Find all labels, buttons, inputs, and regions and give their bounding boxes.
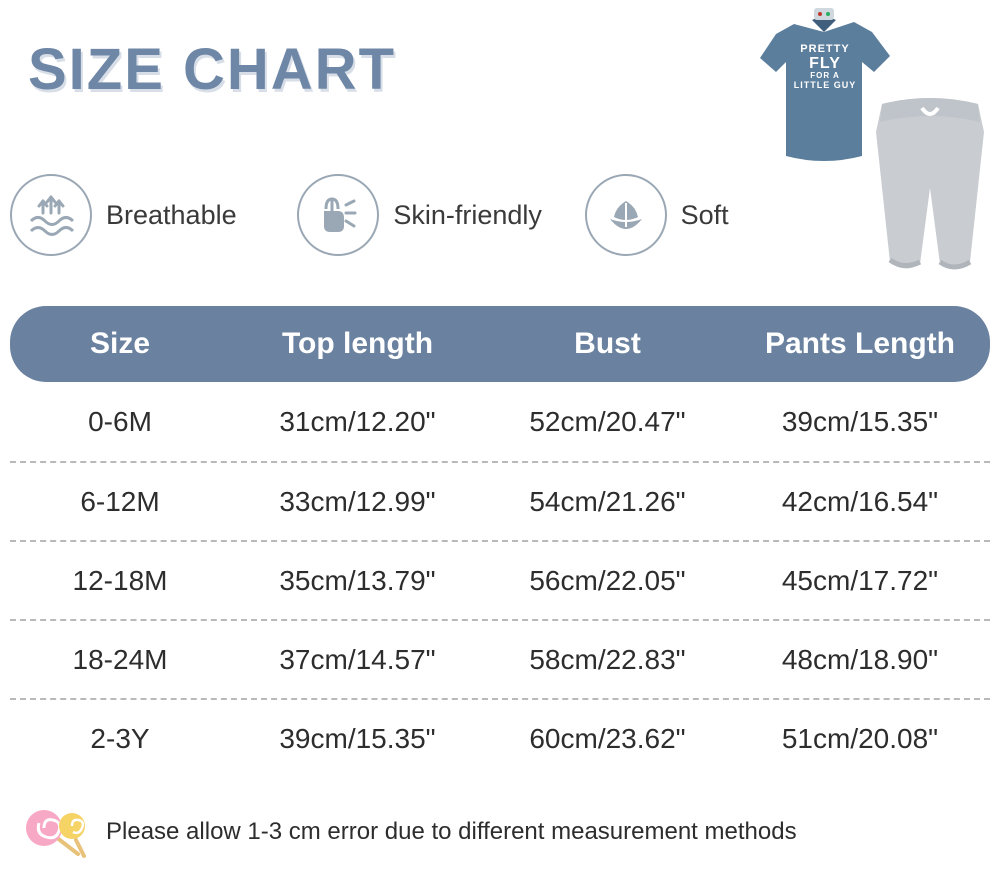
table-row [10,619,990,698]
table-row [10,540,990,619]
cell-top-length: 35cm/13.79" [279,564,436,596]
page-title: SIZE CHART [28,37,396,102]
table-header-row [10,306,990,382]
shirt-print-text [790,44,860,90]
feature-skin-friendly [297,172,584,258]
cell-bust: 52cm/20.47" [529,405,686,437]
feature-list [10,172,770,258]
table-row [10,382,990,461]
shirt-print-line2: FLY [809,54,841,72]
shirt-print-line3: FOR A [810,71,840,81]
table-row [10,461,990,540]
cell-bust: 60cm/23.62" [529,722,686,754]
cell-size: 2-3Y [90,722,150,754]
cell-size: 0-6M [88,405,152,437]
skin-friendly-icon [297,174,379,256]
feature-label: Soft [680,199,729,230]
cell-pants-length: 51cm/20.08" [781,722,939,754]
cell-pants-length: 42cm/16.54" [781,485,939,517]
cell-bust: 56cm/22.05" [529,564,686,596]
size-table [10,306,990,777]
cell-top-length: 31cm/12.20" [279,405,436,437]
feature-label: Skin-friendly [393,199,542,230]
cell-size: 18-24M [72,643,168,675]
feature-breathable [10,172,297,258]
cell-bust: 54cm/21.26" [529,485,686,517]
product-image [746,0,996,300]
cell-top-length: 39cm/15.35" [279,722,436,754]
lollipop-icon [18,804,92,860]
cell-size: 12-18M [72,564,168,596]
column-header-bust: Bust [574,327,641,360]
footer-note-row [18,802,982,862]
cell-pants-length: 39cm/15.35" [781,405,939,437]
cell-bust: 58cm/22.83" [529,643,686,675]
column-header-top-length: Top length [281,327,434,360]
cell-top-length: 33cm/12.99" [279,485,436,517]
breathable-icon [10,174,92,256]
soft-icon [585,174,667,256]
column-header-pants-length: Pants Length [764,327,955,360]
cell-pants-length: 48cm/18.90" [781,643,939,675]
pants-illustration [866,92,994,288]
table-row [10,698,990,777]
column-header-size: Size [89,327,151,360]
shirt-print-line4: LITTLE GUY [793,79,857,90]
feature-soft [585,172,770,258]
feature-label: Breathable [106,199,237,230]
cell-size: 6-12M [80,485,160,517]
shirt-print-line1: PRETTY [800,43,850,55]
footer-note: Please allow 1-3 cm error due to different measurement methods [106,818,797,845]
cell-pants-length: 45cm/17.72" [781,564,939,596]
cell-top-length: 37cm/14.57" [279,643,436,675]
